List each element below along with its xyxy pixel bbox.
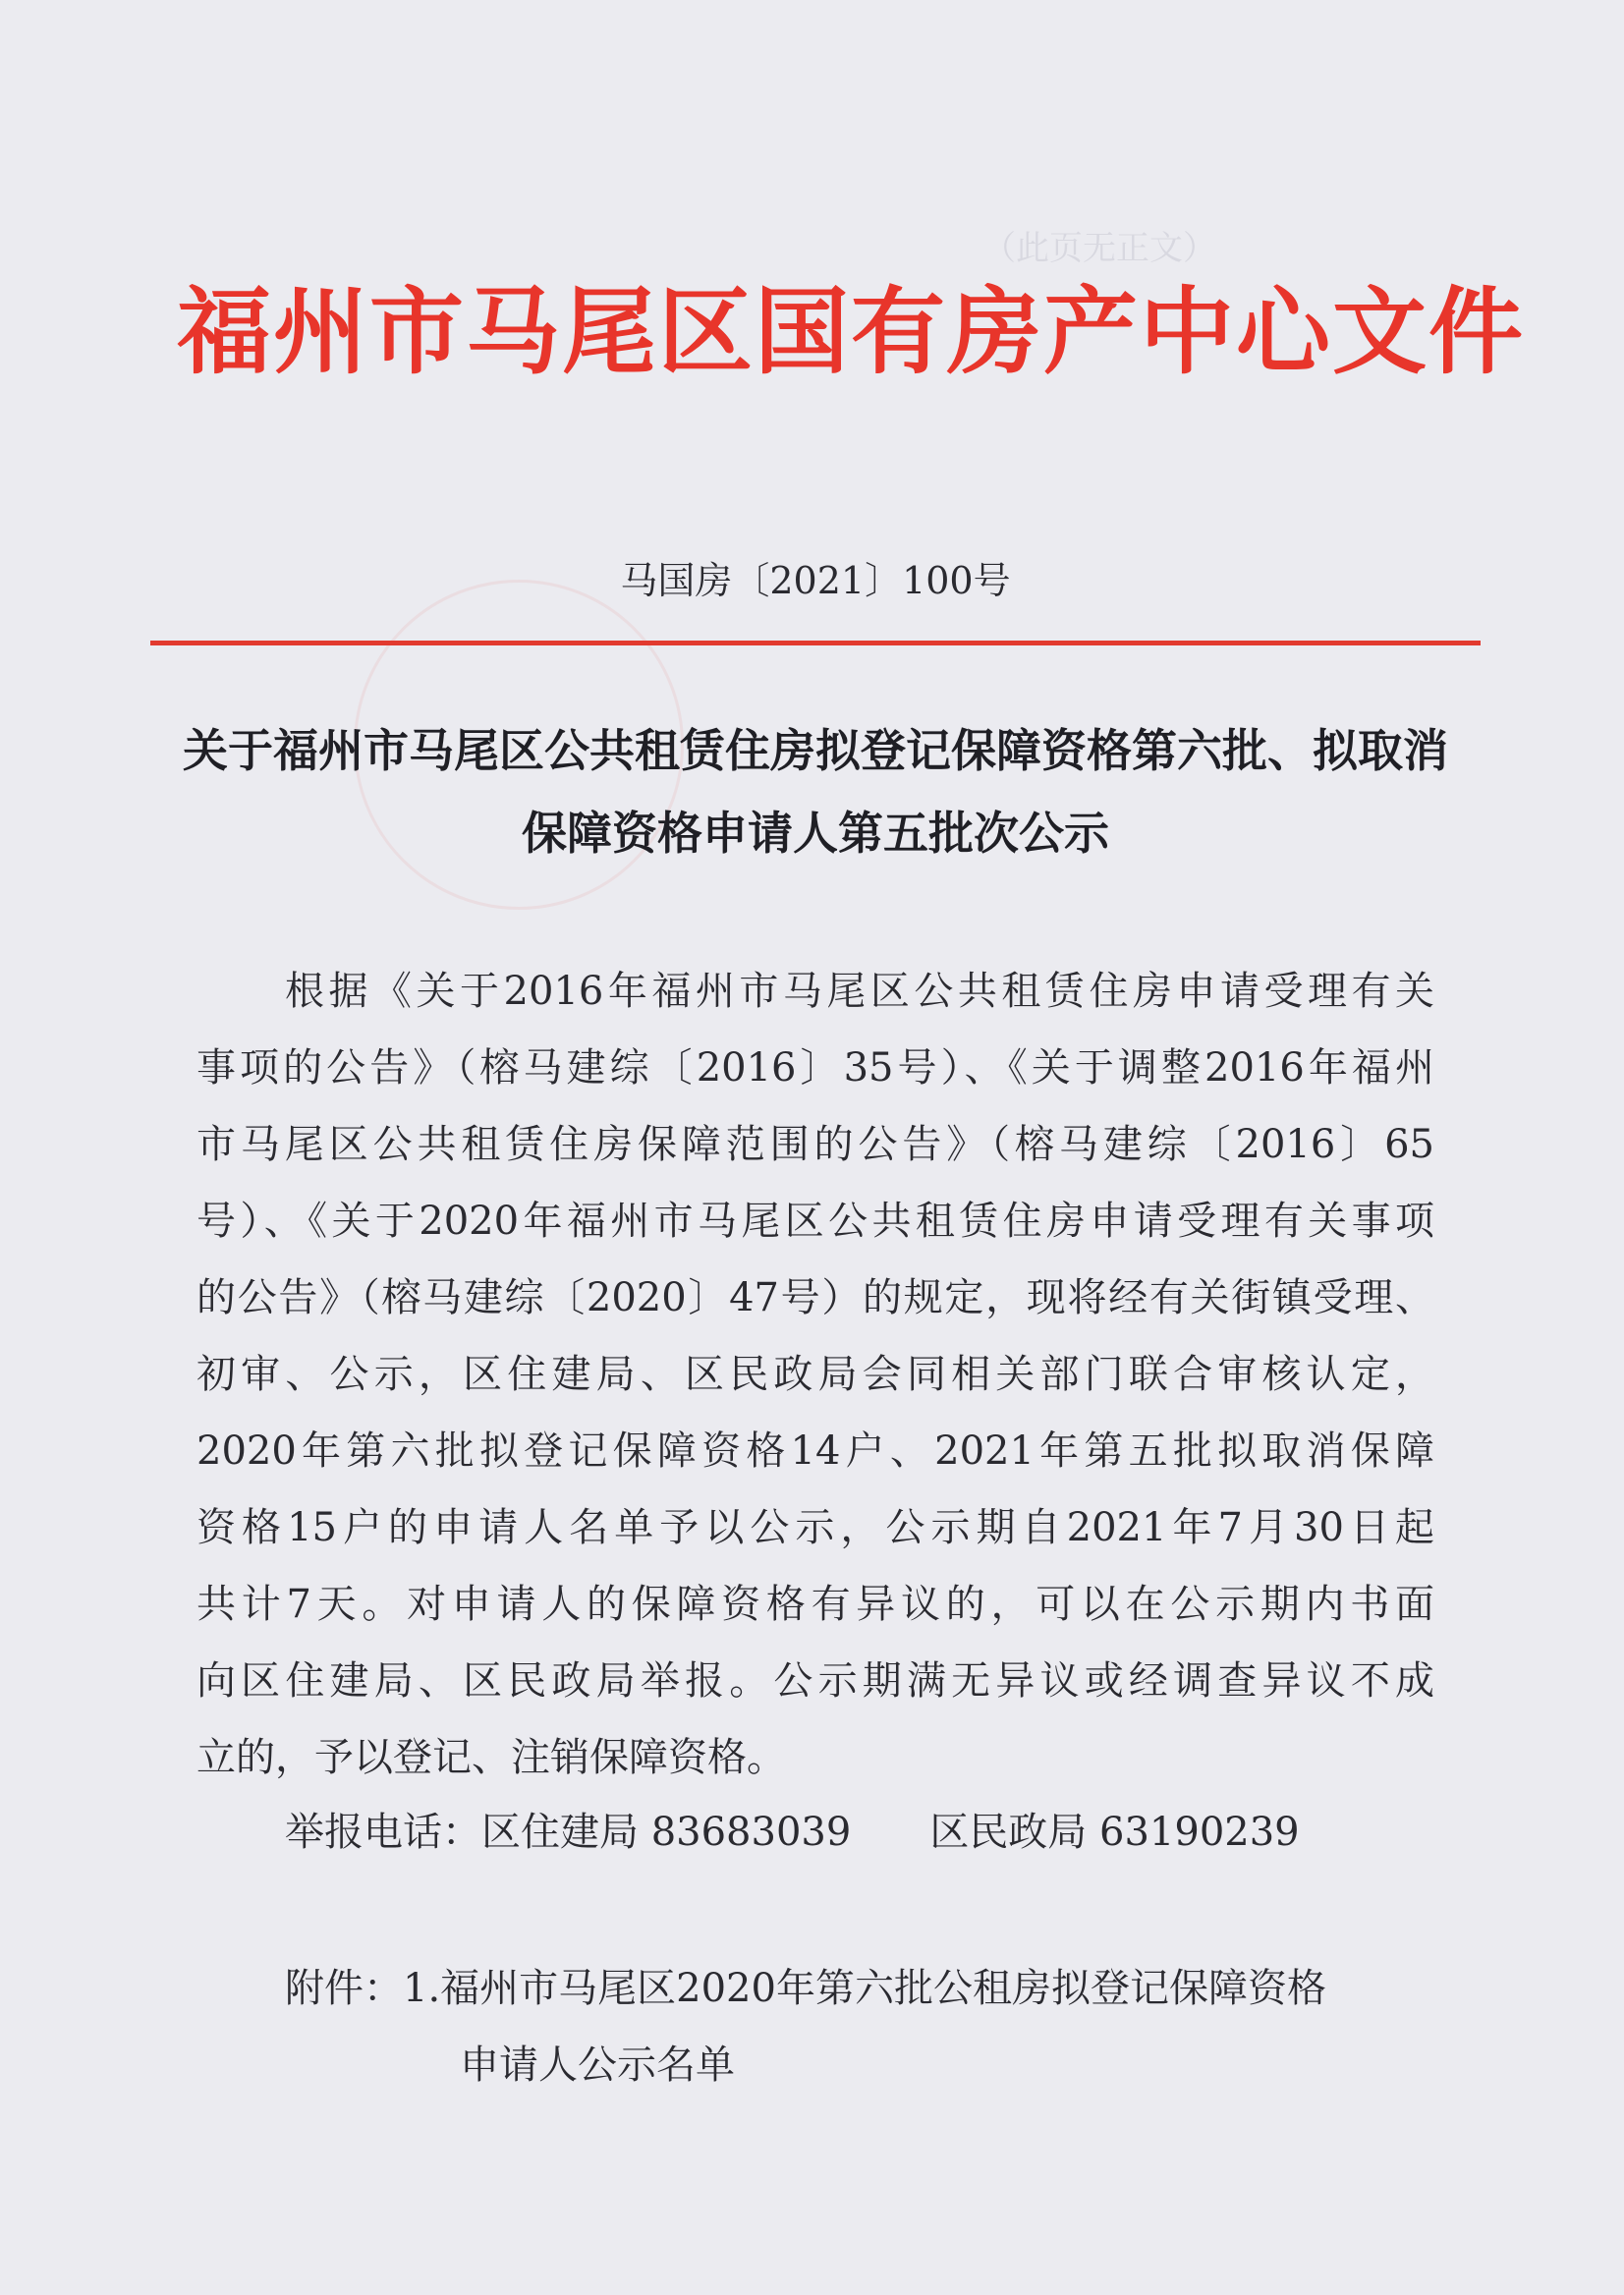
title-line-1: 关于福州市马尾区公共租赁住房拟登记保障资格第六批、拟取消 (183, 724, 1448, 777)
report-label: 举报电话： (285, 1810, 481, 1855)
attachment-line: 附件：1.福州市马尾区2020年第六批公租房拟登记保障资格 (285, 1966, 1326, 2011)
civil-affairs-phone: 区民政局 63190239 (929, 1810, 1300, 1855)
body-line: 2020年第六批拟登记保障资格14户、2021年第五批拟取消保障 (196, 1428, 1434, 1474)
bleed-through-text: （此页无正文） (982, 229, 1216, 268)
body-line: 根据《关于2016年福州市马尾区公共租赁住房申请受理有关 (285, 969, 1434, 1014)
body-line: 市马尾区公共租赁住房保障范围的公告》（榕马建综〔2016〕65 (196, 1122, 1434, 1167)
body-line: 号）、《关于2020年福州市马尾区公共租赁住房申请受理有关事项 (196, 1199, 1434, 1244)
title-line-2: 保障资格申请人第五批次公示 (522, 807, 1109, 860)
body-line: 资格15户的申请人名单予以公示，公示期自2021年7月30日起 (196, 1505, 1434, 1550)
document-number: 马国房〔2021〕100号 (620, 559, 1011, 602)
org-file-title: 福州市马尾区国有房产中心文件 (177, 276, 1525, 387)
report-phone-line (285, 1801, 1300, 1857)
body-line: 初审、公示，区住建局、区民政局会同相关部门联合审核认定， (196, 1352, 1434, 1397)
body-line: 事项的公告》（榕马建综〔2016〕35号）、《关于调整2016年福州 (196, 1045, 1434, 1091)
attachment-continuation: 申请人公示名单 (460, 2043, 735, 2088)
body-line: 的公告》（榕马建综〔2020〕47号）的规定，现将经有关街镇受理、 (196, 1275, 1434, 1320)
body-line: 立的，予以登记、注销保障资格。 (196, 1735, 786, 1780)
red-divider-line (150, 641, 1481, 645)
attachment-note (285, 1950, 1326, 2103)
body-line: 向区住建局、区民政局举报。公示期满无异议或经调查异议不成 (196, 1658, 1434, 1704)
body-line: 共计7天。对申请人的保障资格有异议的，可以在公示期内书面 (196, 1582, 1434, 1627)
body-paragraph (196, 953, 1434, 1796)
housing-bureau-phone: 区住建局 83683039 (481, 1810, 852, 1855)
document-title (147, 709, 1484, 874)
